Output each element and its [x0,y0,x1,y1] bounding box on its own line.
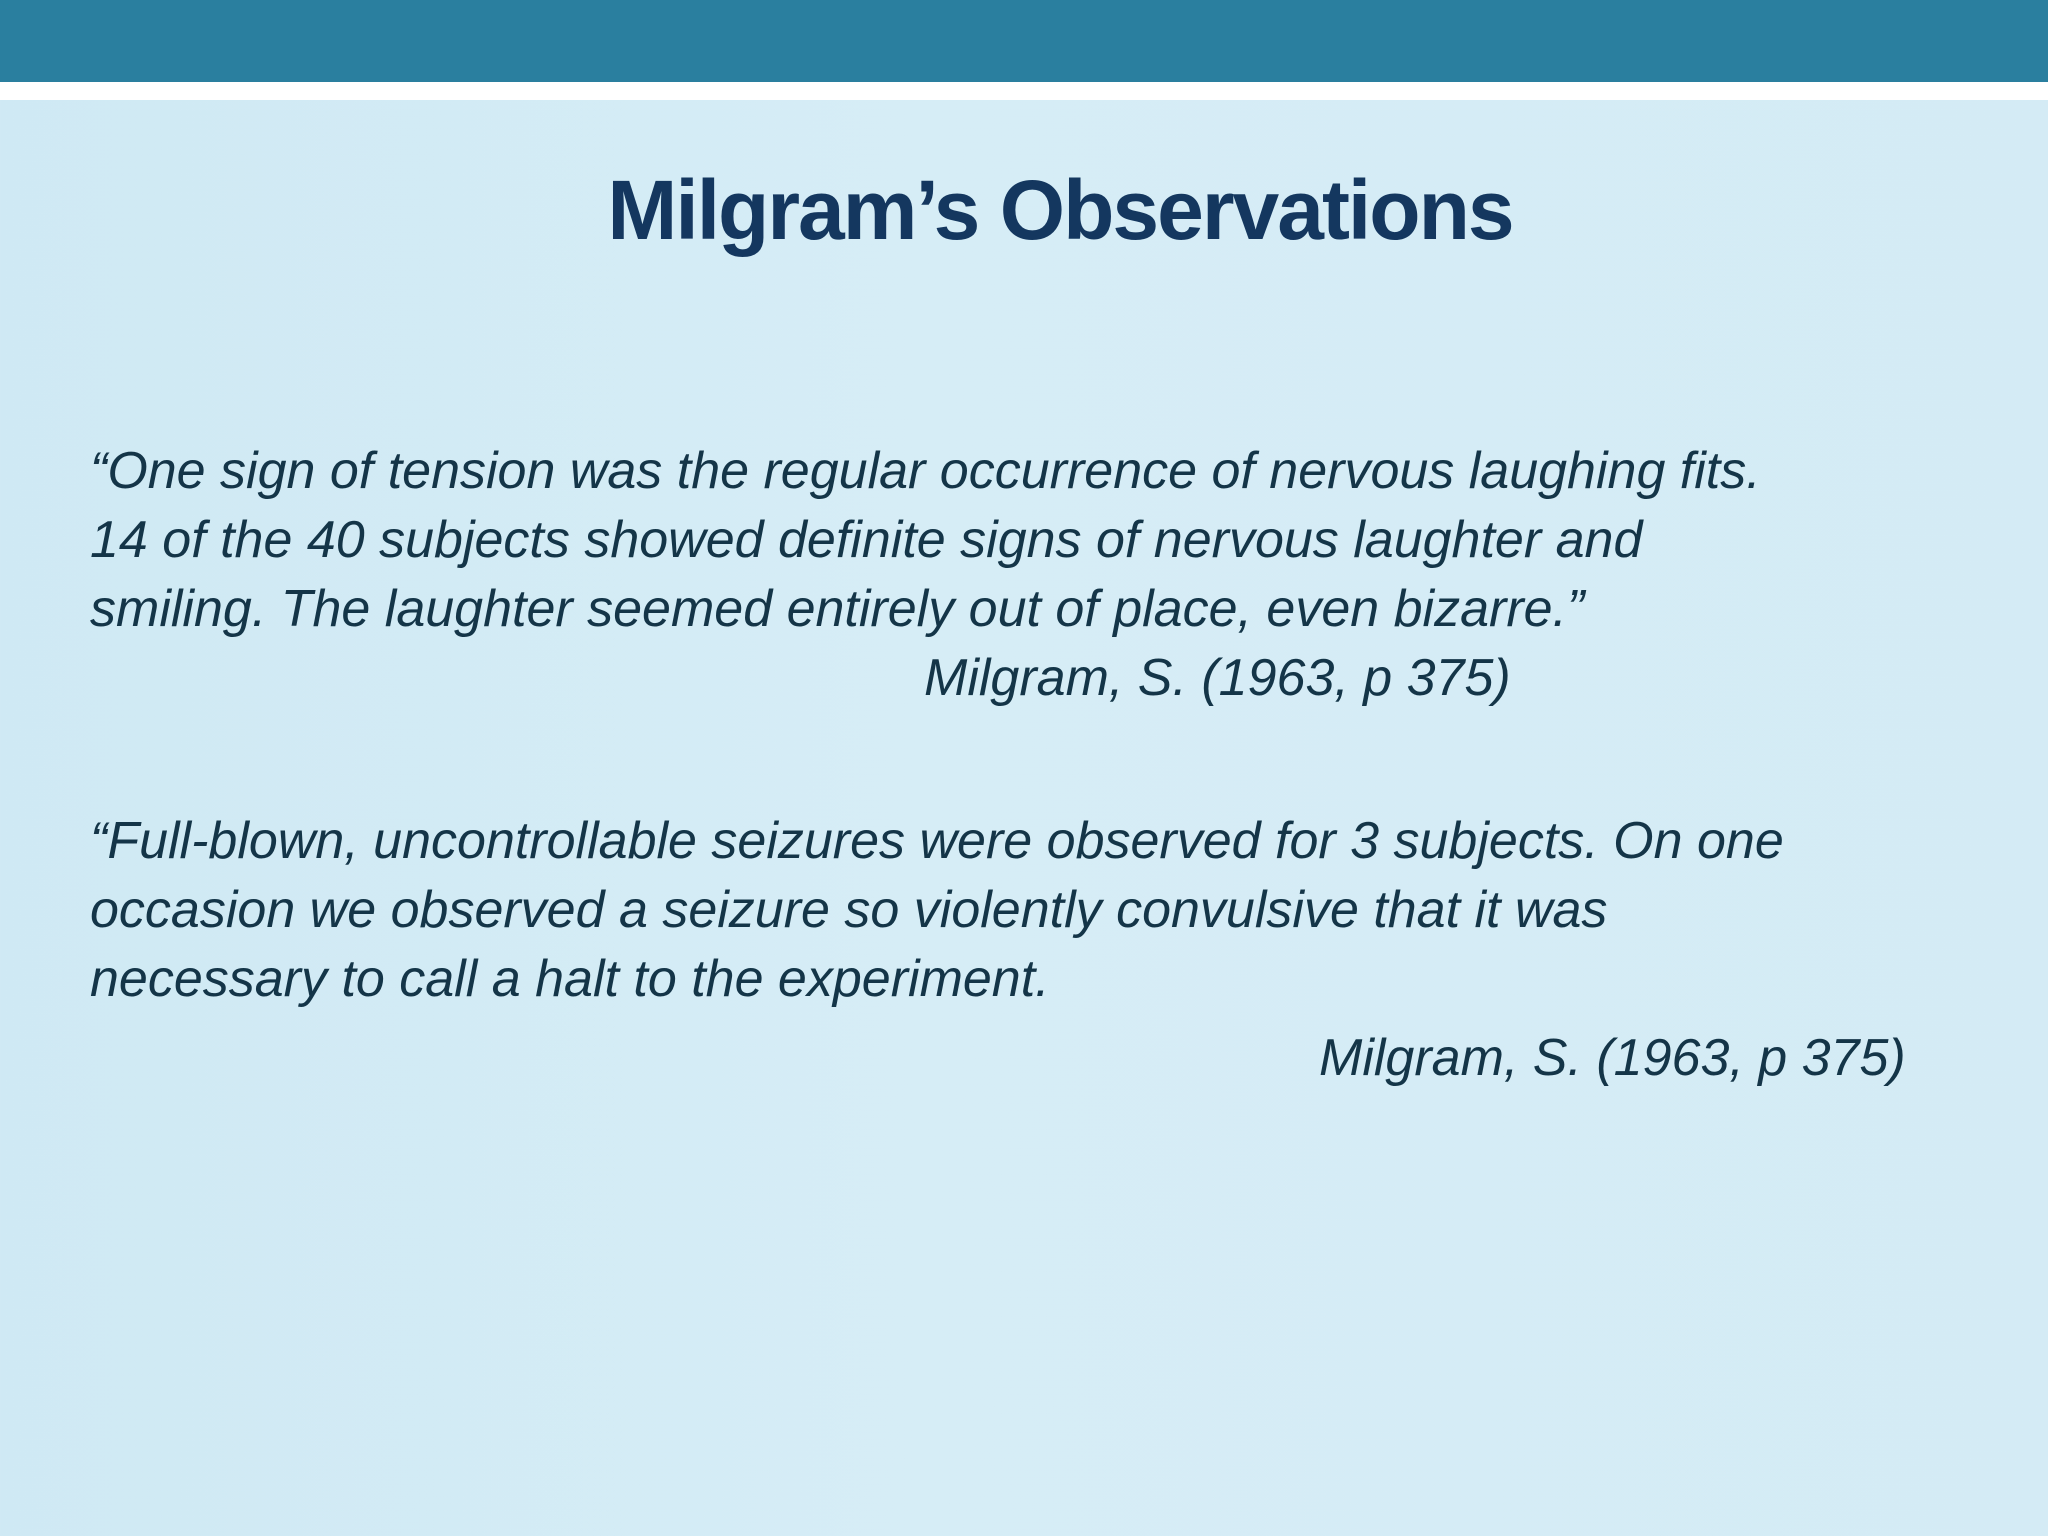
slide-title: Milgram’s Observations [607,163,1513,257]
quote-citation: Milgram, S. (1963, p 375) [924,649,1511,707]
quote-citation: Milgram, S. (1963, p 375) [1319,1029,1906,1087]
header-divider [0,82,2048,100]
quote-text: “Full-blown, uncontrollable seizures were observed for 3 subjects. On one occasion we observed a seizure so violently convulsive that it was necessary to call a halt to the experiment. [90,812,1784,1008]
quote-text: “One sign of tension was the regular occurrence of nervous laughing fits. 14 of the 40 subjects showed definite signs of nervous laughter and smiling. The laughter seemed entirely out of place, even bizarre.” [90,442,1761,638]
header-band [0,0,2048,82]
